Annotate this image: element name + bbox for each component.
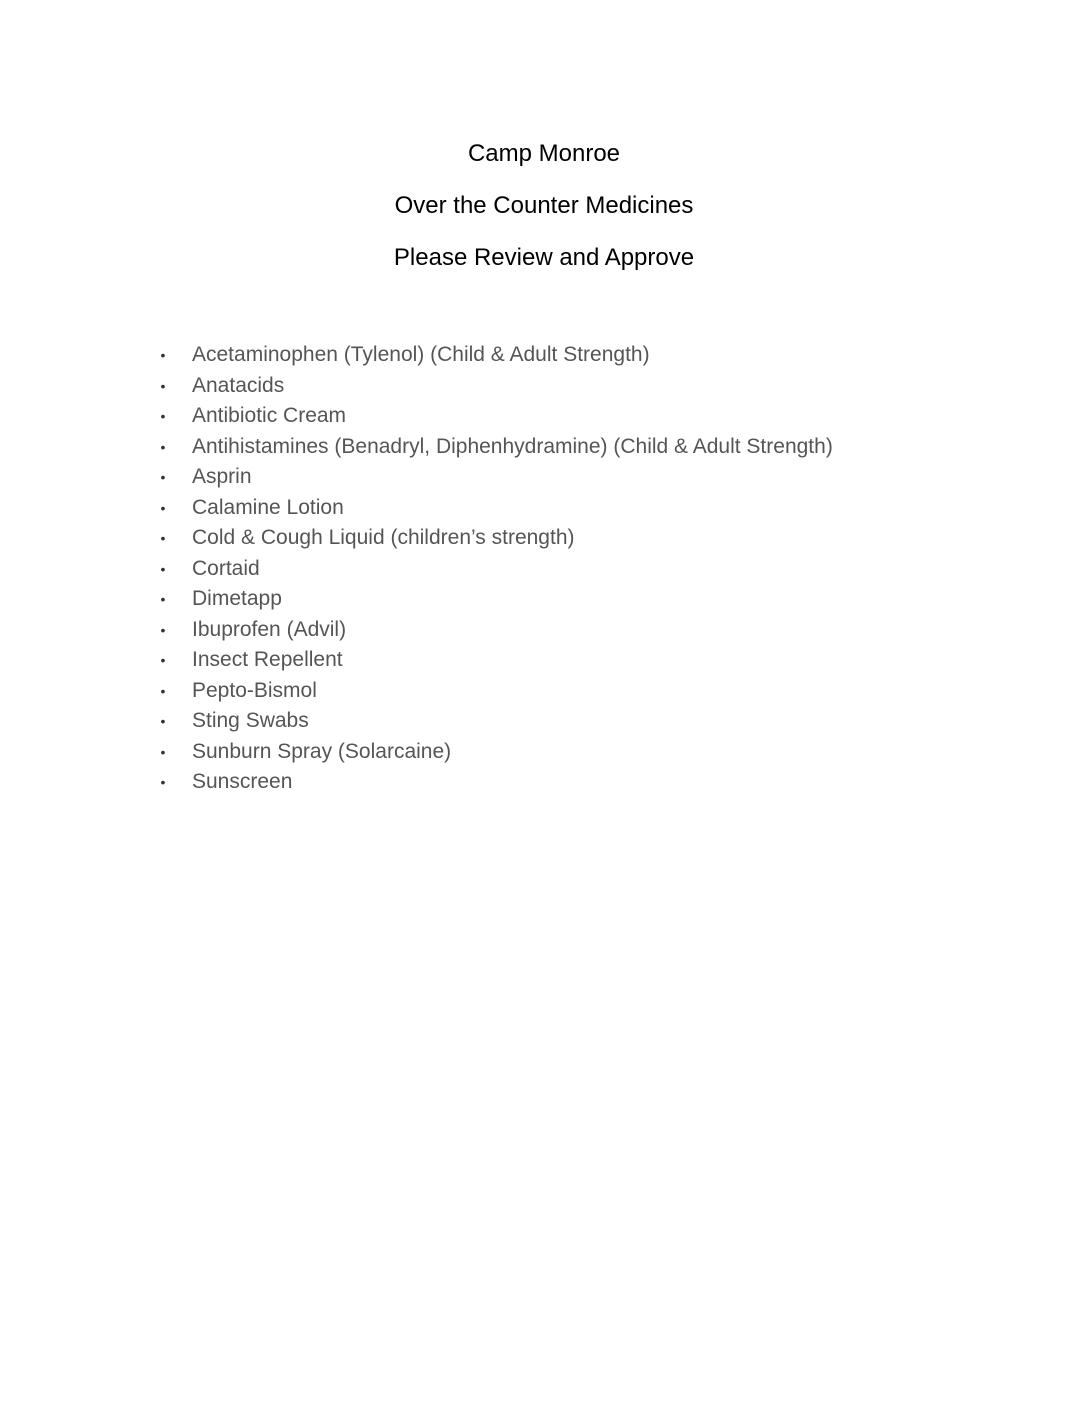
medicine-name: Insect Repellent xyxy=(192,648,343,671)
bullet-icon: • xyxy=(160,591,166,607)
review-instruction: Please Review and Approve xyxy=(393,244,695,271)
medicine-name: Cold & Cough Liquid (children’s strength) xyxy=(192,526,575,549)
bullet-icon: • xyxy=(160,774,166,790)
medicine-name: Sunscreen xyxy=(192,770,293,793)
medicine-name: Dimetapp xyxy=(192,587,282,610)
medicine-name: Sunburn Spray (Solarcaine) xyxy=(192,739,452,763)
medicine-name: Ibuprofen (Advil) xyxy=(192,617,347,641)
bullet-icon: • xyxy=(160,347,166,363)
medicine-name: Anatacids xyxy=(192,373,285,397)
medicine-name: Sting Swabs xyxy=(192,709,309,732)
medicine-name: Calamine Lotion xyxy=(192,495,344,519)
bullet-icon: • xyxy=(160,530,166,546)
medicine-name: Cortaid xyxy=(192,556,260,580)
camp-name-title: Camp Monroe xyxy=(467,140,621,167)
bullet-icon: • xyxy=(160,499,166,516)
medicine-name: Antihistamines (Benadryl, Diphenhydramine) (Child & Adult Strength) xyxy=(192,434,833,458)
medicine-name: Pepto-Bismol xyxy=(192,678,317,702)
bullet-icon: • xyxy=(160,438,166,455)
bullet-icon: • xyxy=(160,408,166,424)
bullet-icon: • xyxy=(160,560,166,577)
bullet-icon: • xyxy=(160,713,166,729)
document-subtitle: Over the Counter Medicines xyxy=(394,192,694,219)
medicine-name: Antibiotic Cream xyxy=(192,404,347,427)
bullet-icon: • xyxy=(160,682,166,699)
bullet-icon: • xyxy=(160,652,166,668)
bullet-icon: • xyxy=(160,621,166,638)
document-header xyxy=(0,128,1088,284)
medicine-name: Asprin xyxy=(192,465,252,488)
bullet-icon: • xyxy=(160,743,166,760)
bullet-icon: • xyxy=(160,469,166,485)
medicine-name: Acetaminophen (Tylenol) (Child & Adult Strength) xyxy=(192,343,650,366)
bullet-icon: • xyxy=(160,377,166,394)
